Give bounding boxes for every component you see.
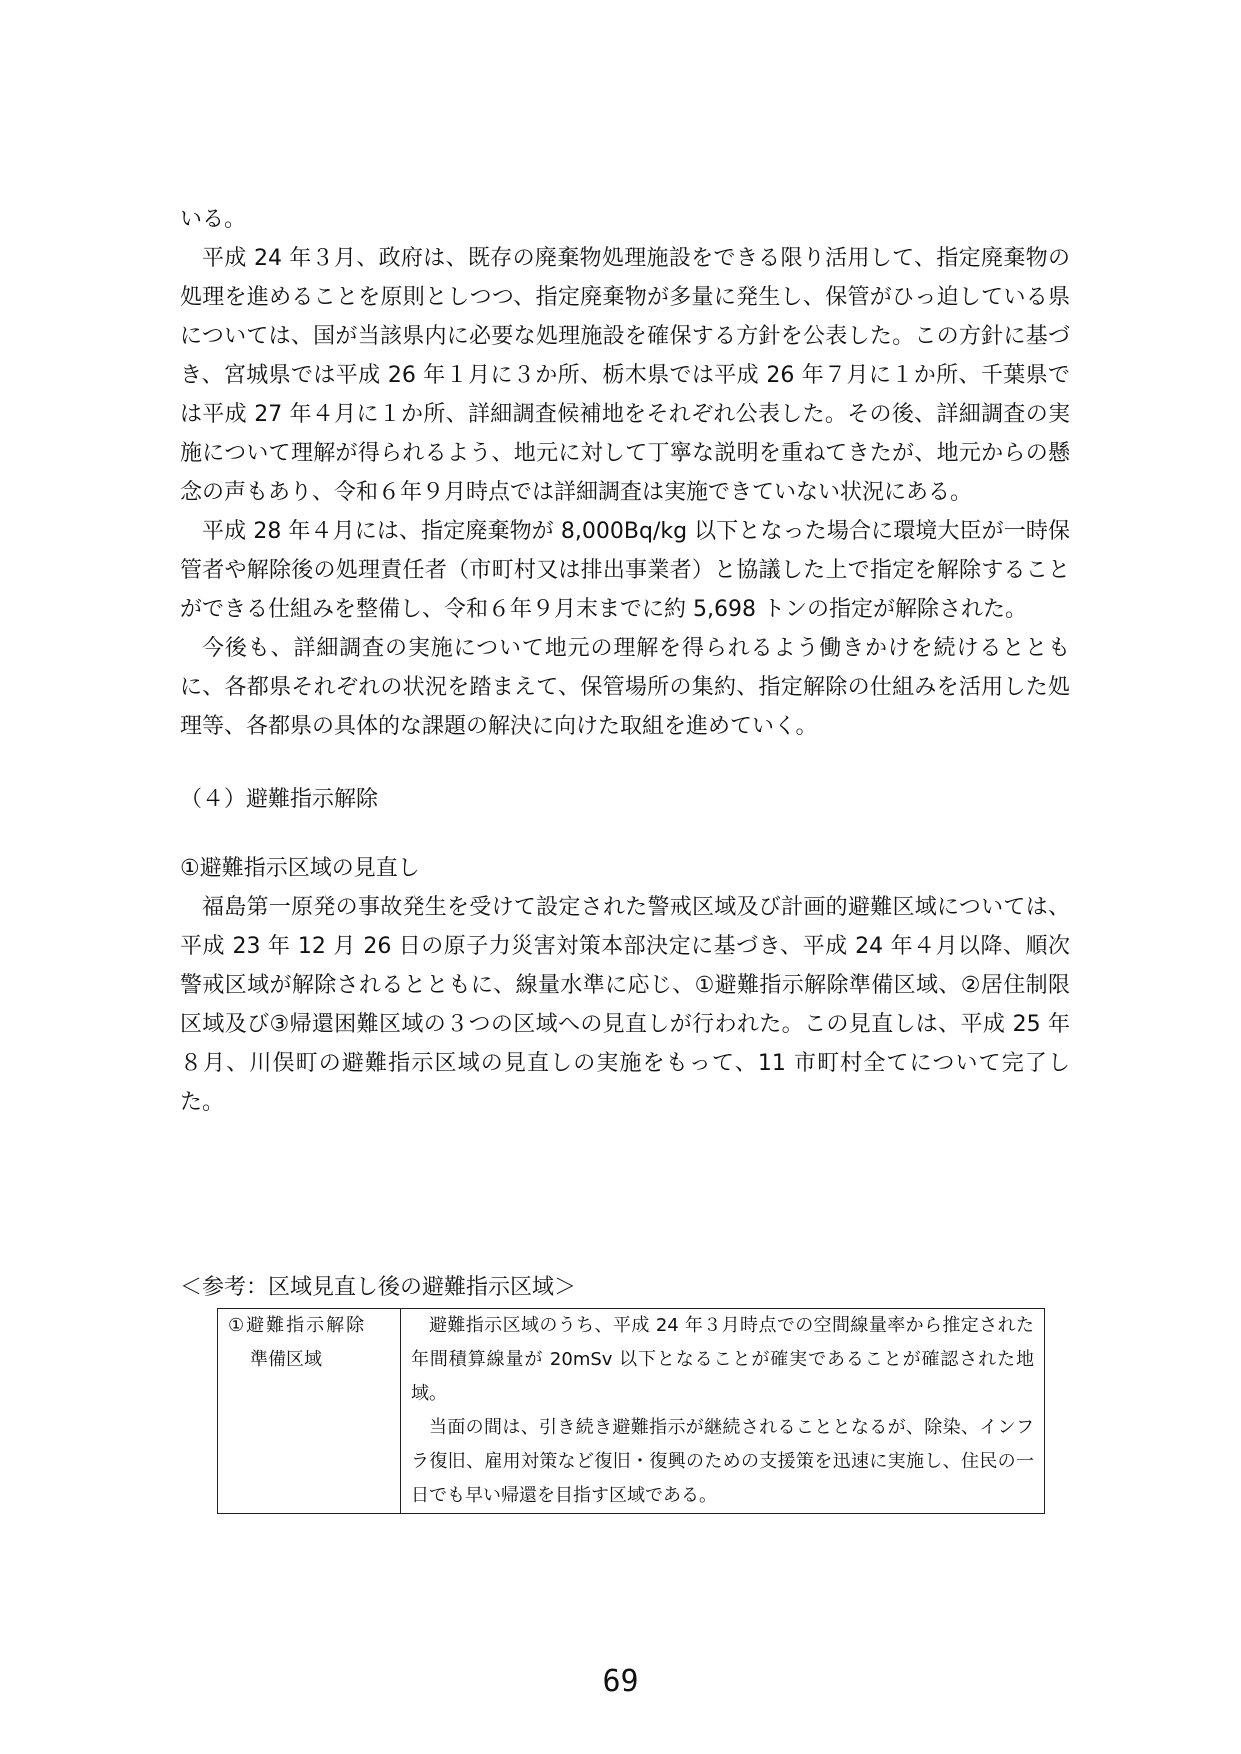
subsection-heading: ①避難指示区域の見直し <box>180 856 420 881</box>
section-heading: （４）避難指示解除 <box>180 787 379 812</box>
paragraph-future-efforts: 今後も、詳細調査の実施について地元の理解を得られるよう働きかけを続けるとともに、各都県それぞれの状況を踏まえて、保管場所の集約、指定解除の仕組みを活用した処理等、各都県の具体的な課題の解決に向けた取組を進めていく。 <box>180 636 1070 739</box>
paragraph-designation-cancel: 平成 28 年４月には、指定廃棄物が 8,000Bq/kg 以下となった場合に環境大臣が一時保管者や解除後の処理責任者（市町村又は排出事業者）と協議した上で指定を解除することができる仕組みを整備し、令和６年９月末までに約 5,698 トンの指定が解除された。 <box>180 519 1070 622</box>
reference-table <box>217 1308 1045 1514</box>
paragraph-designated-waste-policy: 平成 24 年３月、政府は、既存の廃棄物処理施設をできる限り活用して、指定廃棄物の処理を進めることを原則としつつ、指定廃棄物が多量に発生し、保管がひっ迫している県については、国が当該県内に必要な処理施設を確保する方針を公表した。この方針に基づき、宮城県では平成 26 年１月に３か所、栃木県では平成 26 年７月に１か所、千葉県では平成 27 年４月に１か所、詳細調査候補地をそれぞれ公表した。その後、詳細調査の実施について理解が得られるよう、地元に対して丁寧な説明を重ねてきたが、地元からの懸念の声もあり、令和６年９月時点では詳細調査は実施できていない状況にある。 <box>180 246 1070 505</box>
reference-title: ＜参考：区域見直し後の避難指示区域＞ <box>180 1275 577 1300</box>
zone-name-line2: 準備区域 <box>250 1349 322 1370</box>
page-number: 69 <box>602 1664 639 1699</box>
zone-description-cell <box>401 1309 1045 1514</box>
zone-name-cell <box>218 1309 401 1514</box>
paragraph-zone-review: 福島第一原発の事故発生を受けて設定された警戒区域及び計画的避難区域については、平成 23 年 12 月 26 日の原子力災害対策本部決定に基づき、平成 24 年４月以降、順次警戒区域が解除されるとともに、線量水準に応じ、①避難指示解除準備区域、②居住制限区域及び③帰還困難区域の３つの区域への見直しが行われた。この見直しは、平成 25 年８月、川俣町の避難指示区域の見直しの実施をもって、11 市町村全てについて完了した。 <box>180 895 1070 1115</box>
zone-description-para2: 当面の間は、引き続き避難指示が継続されることとなるが、除染、インフラ復旧、雇用対策など復旧・復興のための支援策を迅速に実施し、住民の一日でも早い帰還を目指す区域である。 <box>411 1417 1034 1506</box>
table-row <box>218 1309 1045 1514</box>
zone-name-line1: ①避難指示解除 <box>228 1315 367 1336</box>
zone-description-para1: 避難指示区域のうち、平成 24 年３月時点での空間線量率から推定された年間積算線量が 20mSv 以下となることが確実であることが確認された地域。 <box>411 1315 1034 1404</box>
page-body <box>180 200 1070 1122</box>
paragraph-continuation: いる。 <box>180 207 247 232</box>
